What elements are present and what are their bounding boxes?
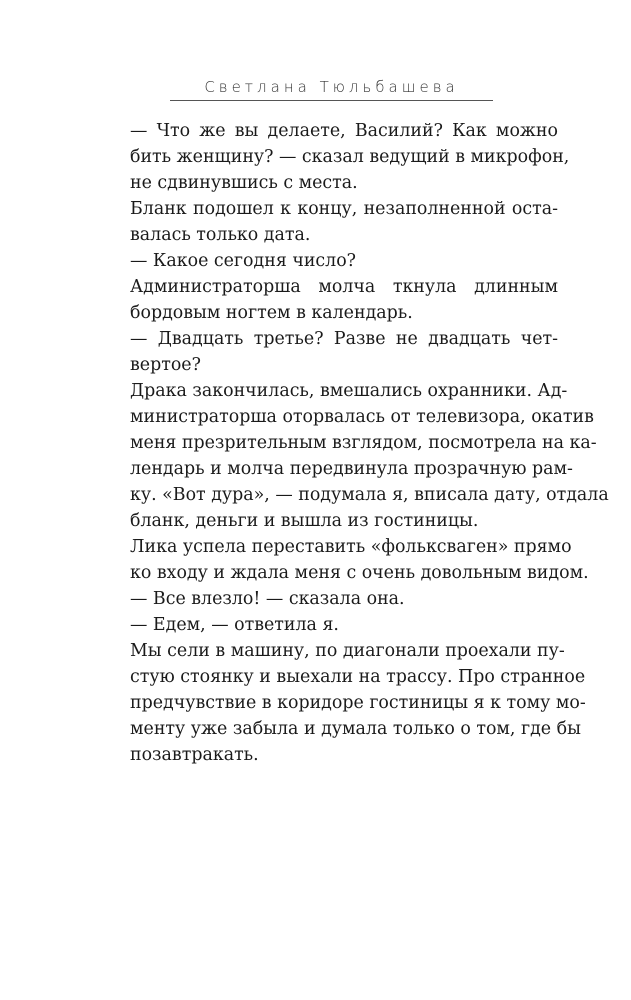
header-rule bbox=[170, 100, 493, 101]
text-line: стую стоянку и выехали на трассу. Про странное bbox=[130, 667, 586, 687]
text-line: вертое? bbox=[130, 355, 201, 375]
text-line: лендарь и молча передвинула прозрачную рам- bbox=[130, 459, 573, 479]
text-line: позавтракать. bbox=[130, 745, 259, 765]
text-line: бить женщину? — сказал ведущий в микрофон, bbox=[130, 147, 570, 167]
text-line: бордовым ногтем в календарь. bbox=[130, 303, 413, 323]
text-line: бланк, деньги и вышла из гостиницы. bbox=[130, 511, 479, 531]
text-line: Драка закончилась, вмешались охранники. Ад- bbox=[130, 381, 568, 401]
text-line: предчувствие в коридоре гостиницы я к тому мо- bbox=[130, 693, 586, 713]
text-line: валась только дата. bbox=[130, 225, 311, 245]
text-line: Лика успела переставить «фольксваген» прямо bbox=[130, 537, 572, 557]
body-text bbox=[130, 118, 609, 768]
text-line: Мы сели в машину, по диагонали проехали пу- bbox=[130, 641, 565, 661]
text-line: — Что же вы делаете, Василий? Как можно bbox=[130, 121, 558, 141]
text-line: меня презрительным взглядом, посмотрела на ка- bbox=[130, 433, 597, 453]
text-line: — Двадцать третье? Разве не двадцать чет- bbox=[130, 329, 558, 349]
running-head: Светлана Тюльбашева bbox=[204, 78, 459, 96]
text-line: ку. «Вот дура», — подумала я, вписала дату, отдала bbox=[130, 485, 609, 505]
text-line: менту уже забыла и думала только о том, где бы bbox=[130, 719, 581, 739]
text-line: Бланк подошел к концу, незаполненной оста- bbox=[130, 199, 558, 219]
text-line: ко входу и ждала меня с очень довольным видом. bbox=[130, 563, 589, 583]
text-line: Администраторша молча ткнула длинным bbox=[130, 277, 558, 297]
text-line: не сдвинувшись с места. bbox=[130, 173, 358, 193]
text-line: министраторша оторвалась от телевизора, окатив bbox=[130, 407, 594, 427]
text-line: — Едем, — ответила я. bbox=[130, 615, 339, 635]
text-line: — Какое сегодня число? bbox=[130, 251, 356, 271]
text-line: — Все влезло! — сказала она. bbox=[130, 589, 405, 609]
